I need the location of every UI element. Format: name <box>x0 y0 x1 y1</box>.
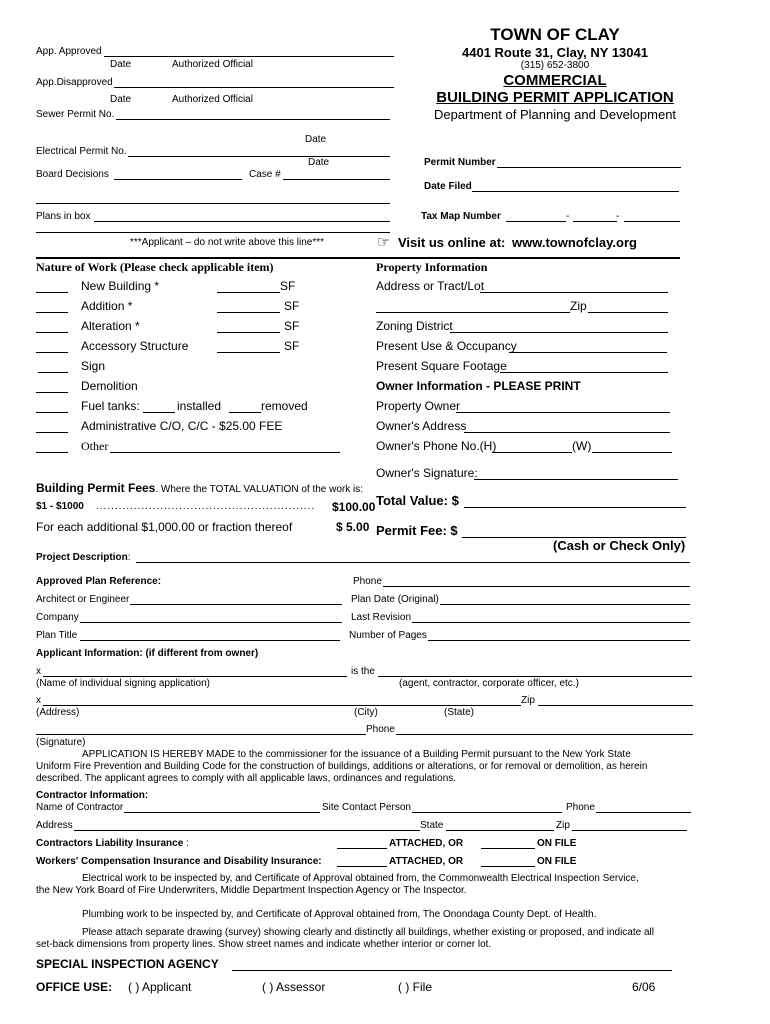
checkbox-line[interactable] <box>36 452 68 453</box>
removed-label: removed <box>261 399 308 413</box>
approved-plan-heading: Approved Plan Reference: <box>36 576 162 587</box>
survey-note-2: set-back dimensions from property lines. Show street names and indicate whether interior or corner lot. <box>36 939 492 950</box>
zip-line[interactable] <box>588 312 668 313</box>
contractor-name-label: Name of Contractor <box>36 802 124 813</box>
sf-label: SF <box>284 339 300 353</box>
addition-label: Addition * <box>81 299 133 313</box>
electrical-note-2: the New York Board of Fire Underwriters, Middle Department Inspection Agency or The Inspector. <box>36 885 467 896</box>
sf-label: SF <box>284 299 300 313</box>
applicant-zip-line[interactable] <box>538 705 693 706</box>
fee-range-amount: $100.00 <box>332 500 376 514</box>
project-description-label <box>36 553 130 563</box>
fuel-tanks-label: Fuel tanks: <box>81 399 140 413</box>
permit-number-label: Permit Number <box>424 157 496 168</box>
electrical-permit-line[interactable] <box>128 156 390 157</box>
x-mark: x <box>36 666 41 677</box>
state-caption: (State) <box>444 707 475 718</box>
property-info-heading: Property Information <box>376 260 488 274</box>
installed-label: installed <box>177 399 222 413</box>
site-contact-line[interactable] <box>412 812 562 813</box>
owners-phone-home-line[interactable] <box>492 452 572 453</box>
owners-phone-work-line[interactable] <box>592 452 672 453</box>
dot-leader: .......................................................... <box>96 501 316 512</box>
zip-label: Zip <box>570 299 587 313</box>
cash-check-note: (Cash or Check Only) <box>553 538 686 553</box>
date-filed-line[interactable] <box>472 191 679 192</box>
additional-fee-amount: $ 5.00 <box>336 520 370 534</box>
on-file-label: ON FILE <box>537 838 577 849</box>
checkbox-line[interactable] <box>36 292 68 293</box>
checkbox-line[interactable] <box>36 332 68 333</box>
applicant-address-line[interactable] <box>43 705 521 706</box>
phone-label: Phone <box>353 576 382 587</box>
on-file-label: ON FILE <box>537 856 577 867</box>
file-checkbox[interactable]: ( ) File <box>398 980 432 994</box>
case-line[interactable] <box>283 179 390 180</box>
liability-attached-line[interactable] <box>337 848 387 849</box>
property-owner-label: Property Owner <box>376 399 461 413</box>
sf-line[interactable] <box>217 332 280 333</box>
app-approved-label: App. Approved <box>36 46 102 57</box>
checkbox-line[interactable] <box>36 312 68 313</box>
additional-fee-label: For each additional $1,000.00 or fraction thereof <box>36 520 293 534</box>
contractor-info-heading: Contractor Information: <box>36 790 149 801</box>
project-description-text: Project Description <box>36 552 128 563</box>
plans-in-box-label: Plans in box <box>36 211 91 222</box>
tax-map-sep: - <box>566 211 570 222</box>
sf-label: SF <box>280 279 296 293</box>
contractor-name-line[interactable] <box>124 812 320 813</box>
case-label: Case # <box>249 169 281 180</box>
number-pages-label: Number of Pages <box>349 630 427 641</box>
address-tract-label: Address or Tract/Lot <box>376 279 485 293</box>
contractor-zip-label: Zip <box>556 820 570 831</box>
plan-title-label: Plan Title <box>36 630 78 641</box>
tax-map-sep: - <box>616 211 620 222</box>
contractor-address-label: Address <box>36 820 73 831</box>
sf-line[interactable] <box>217 292 280 293</box>
contractor-phone-label: Phone <box>566 802 595 813</box>
phone-label: Phone <box>366 724 395 735</box>
demolition-label: Demolition <box>81 379 138 393</box>
owners-address-label: Owner's Address <box>376 419 467 433</box>
workers-attached-line[interactable] <box>337 866 387 867</box>
total-value-label: Total Value: $ <box>376 493 459 508</box>
zoning-district-label: Zoning District <box>376 319 453 333</box>
signature-caption: (Signature) <box>36 737 86 748</box>
declaration-line-1: APPLICATION IS HEREBY MADE to the commissioner for the issuance of a Building Permit pursuant to the New York State <box>82 749 631 760</box>
date-label: Date <box>308 157 330 168</box>
tax-map-line-1[interactable] <box>506 221 566 222</box>
property-owner-line[interactable] <box>456 412 670 413</box>
plan-date-line[interactable] <box>440 604 690 605</box>
other-label: Other <box>81 439 109 453</box>
office-use-label: OFFICE USE: <box>36 980 113 994</box>
permit-fee-label: Permit Fee: $ <box>376 523 458 538</box>
contractor-phone-line[interactable] <box>596 812 691 813</box>
town-name: TOWN OF CLAY <box>490 25 620 44</box>
date-filed-label: Date Filed <box>424 181 472 192</box>
checkbox-line[interactable] <box>36 432 68 433</box>
blank-line[interactable] <box>36 203 390 204</box>
liability-onfile-line[interactable] <box>481 848 535 849</box>
new-building-label: New Building * <box>81 279 160 293</box>
fees-heading <box>36 482 363 495</box>
date-label: Date <box>110 59 132 70</box>
form-title-commercial: COMMERCIAL <box>503 72 607 89</box>
work-phone-label: (W) <box>572 439 592 453</box>
liability-insurance-label <box>36 839 189 849</box>
fees-heading-rest: . Where the TOTAL VALUATION of the work is: <box>155 484 364 495</box>
attached-or-label: ATTACHED, OR <box>389 838 464 849</box>
survey-note-1: Please attach separate drawing (survey) showing clearly and distinctly all buildings, whether existing or proposed, and indicate all <box>82 927 654 938</box>
address-tract-line[interactable] <box>480 292 668 293</box>
admin-co-label: Administrative C/O, C/C - $25.00 FEE <box>81 419 283 433</box>
address-line-2[interactable] <box>376 312 570 313</box>
workers-onfile-line[interactable] <box>481 866 535 867</box>
assessor-checkbox[interactable]: ( ) Assessor <box>262 980 326 994</box>
fees-heading-bold: Building Permit Fees <box>36 481 156 495</box>
nature-of-work-heading: Nature of Work (Please check applicable item) <box>36 260 274 274</box>
website-link[interactable]: www.townofclay.org <box>512 235 637 250</box>
section-divider <box>36 257 680 259</box>
present-use-label: Present Use & Occupancy <box>376 339 517 353</box>
architect-line[interactable] <box>130 604 342 605</box>
name-signing-caption: (Name of individual signing application) <box>36 678 210 689</box>
present-use-line[interactable] <box>509 352 667 353</box>
plan-date-label: Plan Date (Original) <box>351 594 439 605</box>
zip-label: Zip <box>521 695 535 706</box>
applicant-info-heading: Applicant Information: (if different from owner) <box>36 648 259 659</box>
signature-line[interactable] <box>36 734 366 735</box>
authorized-official-label: Authorized Official <box>172 59 253 70</box>
project-description-line[interactable] <box>136 562 690 563</box>
sewer-permit-line[interactable] <box>116 119 390 120</box>
owners-phone-label: Owner's Phone No.(H) <box>376 439 497 453</box>
applicant-note: ***Applicant – do not write above this line*** <box>130 237 325 248</box>
board-decisions-label: Board Decisions <box>36 169 109 180</box>
checkbox-line[interactable] <box>38 372 68 373</box>
colon: : <box>127 552 131 563</box>
contractor-address-line[interactable] <box>74 830 420 831</box>
is-the-label: is the <box>351 666 375 677</box>
removed-line[interactable] <box>229 412 261 413</box>
agent-caption: (agent, contractor, corporate officer, etc.) <box>399 678 579 689</box>
contractor-state-label: State <box>420 820 444 831</box>
colon: : <box>183 838 189 849</box>
board-decisions-line[interactable] <box>114 179 242 180</box>
sf-line[interactable] <box>217 352 280 353</box>
special-inspection-line[interactable] <box>232 970 672 971</box>
pointing-hand-icon: ☞ <box>377 234 391 251</box>
app-approved-line[interactable] <box>104 56 394 57</box>
contractor-zip-line[interactable] <box>572 830 687 831</box>
total-value-line[interactable] <box>464 507 686 508</box>
town-phone: (315) 652-3800 <box>520 60 590 71</box>
x-mark: x <box>36 695 41 706</box>
accessory-structure-label: Accessory Structure <box>81 339 189 353</box>
alteration-label: Alteration * <box>81 319 140 333</box>
tax-map-line-3[interactable] <box>624 221 680 222</box>
phone-line[interactable] <box>383 586 690 587</box>
checkbox-line[interactable] <box>36 352 68 353</box>
city-caption: (City) <box>354 707 378 718</box>
owners-signature-label: Owner's Signature: <box>376 466 478 480</box>
date-label: Date <box>305 134 327 145</box>
authorized-official-label: Authorized Official <box>172 94 253 105</box>
town-address: 4401 Route 31, Clay, NY 13041 <box>462 45 648 60</box>
liability-insurance-text: Contractors Liability Insurance <box>36 838 184 849</box>
permit-number-line[interactable] <box>497 167 681 168</box>
applicant-role-line[interactable] <box>378 676 692 677</box>
sf-line[interactable] <box>217 312 280 313</box>
owners-address-line[interactable] <box>464 432 670 433</box>
architect-label: Architect or Engineer <box>36 594 130 605</box>
plumbing-note: Plumbing work to be inspected by, and Certificate of Approval obtained from, The Onondaga County Dept. of Health. <box>82 909 597 920</box>
present-sqft-label: Present Square Footage <box>376 359 507 373</box>
sewer-permit-label: Sewer Permit No. <box>36 109 115 120</box>
owners-signature-line[interactable] <box>474 479 678 480</box>
present-sqft-line[interactable] <box>500 372 668 373</box>
form-version: 6/06 <box>632 980 656 994</box>
address-caption: (Address) <box>36 707 80 718</box>
fee-range-label: $1 - $1000 <box>36 501 84 512</box>
sf-label: SF <box>284 319 300 333</box>
other-line[interactable] <box>110 452 340 453</box>
checkbox-line[interactable] <box>36 392 68 393</box>
electrical-permit-label: Electrical Permit No. <box>36 146 127 157</box>
app-disapproved-line[interactable] <box>114 87 394 88</box>
electrical-note-1: Electrical work to be inspected by, and Certificate of Approval obtained from, the Commonwealth Electrical Inspection Service, <box>82 873 639 884</box>
department-name: Department of Planning and Development <box>433 107 677 122</box>
special-inspection-label: SPECIAL INSPECTION AGENCY <box>36 957 219 971</box>
site-contact-label: Site Contact Person <box>322 802 411 813</box>
visit-online-label: Visit us online at: <box>398 235 506 250</box>
declaration-line-3: described. The applicant agrees to comply with all applicable laws, ordinances and regulations. <box>36 773 457 784</box>
attached-or-label: ATTACHED, OR <box>389 856 464 867</box>
zoning-district-line[interactable] <box>450 332 668 333</box>
plans-in-box-line[interactable] <box>94 221 390 222</box>
number-pages-line[interactable] <box>428 640 690 641</box>
last-revision-line[interactable] <box>412 622 690 623</box>
sign-label: Sign <box>81 359 106 373</box>
date-label: Date <box>110 94 132 105</box>
divider <box>36 232 390 233</box>
applicant-name-line[interactable] <box>43 676 347 677</box>
company-line[interactable] <box>80 622 342 623</box>
declaration-line-2: Uniform Fire Prevention and Building Code for the construction of buildings, additions or alterations, or for removal or demolition, as herein <box>36 761 648 772</box>
company-label: Company <box>36 612 79 623</box>
applicant-checkbox[interactable]: ( ) Applicant <box>128 980 192 994</box>
owner-info-heading: Owner Information - PLEASE PRINT <box>376 379 581 393</box>
tax-map-label: Tax Map Number <box>421 211 501 222</box>
workers-comp-label: Workers' Compensation Insurance and Disability Insurance: <box>36 856 322 867</box>
form-title: BUILDING PERMIT APPLICATION <box>436 89 674 106</box>
plan-title-line[interactable] <box>80 640 340 641</box>
applicant-phone-line[interactable] <box>396 734 693 735</box>
tax-map-line-2[interactable] <box>573 221 617 222</box>
last-revision-label: Last Revision <box>351 612 412 623</box>
installed-line[interactable] <box>143 412 175 413</box>
app-disapproved-label: App.Disapproved <box>36 77 113 88</box>
checkbox-line[interactable] <box>36 412 68 413</box>
contractor-state-line[interactable] <box>446 830 554 831</box>
